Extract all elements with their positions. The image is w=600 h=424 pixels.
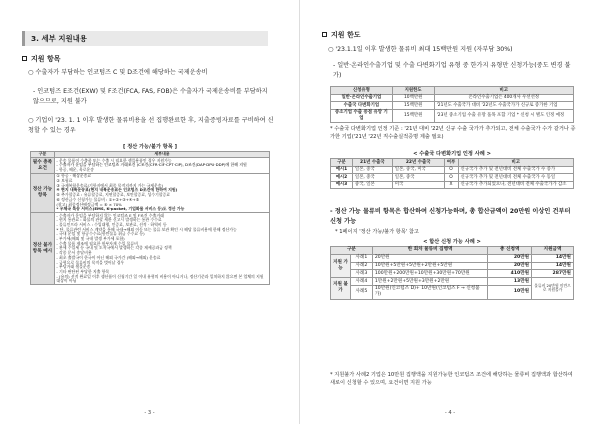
payable-label: 정산 가능항목 (31, 174, 55, 213)
ex-cell: 10만원+5만원+5만원+2만원+5만원 (372, 262, 487, 270)
payable-row: ④ 현지 내륙운송료(현지 내륙운송료는 인코텀즈 D조건에 한하여 지원) (56, 187, 178, 193)
div-cell: 일본, 중국 (352, 174, 392, 182)
section-title: 3. 세부 지원내용 (22, 31, 268, 46)
type-cell: '21년도 수출국가 대비 '22년도 수출국가가 신규로 증가한 기업 (434, 102, 573, 110)
div-cell: 일본, 중국 (352, 166, 392, 174)
div-cell: 신규국가 추가 및 전년대비 전체 수출국가 수 증가 (458, 166, 573, 174)
ex-cell: 사례5 (350, 285, 372, 299)
type-cell: 수출국 다변화기업 (331, 102, 393, 110)
diversify-table (330, 158, 574, 189)
table-head-category: 구분 (31, 152, 55, 158)
diversify-note: * 수출국 다변화기업 인정 기준 : '21년 대비 '22년 신규 수출 국가가 추가되고, 전체 수출국가 수가 같거나 증가한 기업('21년 '22년 직수출실적증명 제출 필요) (330, 126, 576, 140)
ex-cell: 410만원 (488, 270, 532, 278)
nonpayable-row: - 금형으로 물류비의 목적을 벗어날 경우 (56, 259, 125, 265)
diversify-caption: < 수출국 다변화기업 인정 사례 > (413, 151, 491, 157)
type-cell: '23년 중소기업 수출 유망 품목 포함 기업 * 신청 시 별도 인정 예정 (434, 109, 573, 122)
payable-row: ① 항공 · 해상운송료 (56, 173, 92, 179)
div-cell: O (444, 166, 458, 174)
bullet-1: ○ 수출자가 부담하는 인코텀즈 C 및 D조건에 해당하는 국제운송비 (28, 69, 208, 76)
required-row: - 항공, 해운, 육로운송 (56, 167, 95, 172)
nonpayable-row: - 각종 문서 송달비용 (56, 250, 92, 256)
nonpayable-row: - 국내 운임 및 항공수수료(항만물류 취급 수수료 등) (56, 231, 145, 237)
settle-line: - 정산 가능 물류비 항목은 합산하여 신청가능하며, 총 합산금액이 20만원 이상인 건부터 신청 가능 (330, 208, 571, 225)
nonpayable-row: - 부당거래 샘플운송 (56, 264, 91, 270)
bullet-2: ○ 기업이 '23. 1. 1 이후 발생한 물류비용을 선 집행완료한 후, 지출증빙자료를 구비하여 신청할 수 있는 경우 (28, 117, 274, 134)
div-cell: O (444, 174, 458, 182)
div-head: 구분 (331, 159, 353, 167)
payable-row: ② 보험료 (56, 178, 73, 183)
limit-line: ○ '23.1.1일 이후 발생한 물류비 최대 15백만원 지원 (자부담 30%) (328, 46, 513, 53)
table-head-detail: 세부내용 (54, 152, 269, 158)
payable-row: ③ 국제복합운송료(기항지에서 최종 목적지까지 가는 국제운송) (56, 182, 164, 188)
div-cell: 신규국가 추가 및 전년대비 전체 수출국가 수 동일 (458, 174, 573, 182)
ex-cell: 10만원(인코텀즈 D)+ 10만원(인코텀즈 F → 신청불가) (372, 285, 487, 299)
settle-caption: < 합산 신청 가능 사례 > (423, 239, 481, 245)
page-right (300, 0, 600, 424)
type-head: 비고 (434, 87, 573, 95)
div-cell: 신규국가 추가되었으나, 전년대비 전체 수출국가가 감소 (458, 181, 573, 189)
type-cell: 15백만원 (392, 109, 434, 122)
ex-cell: 14만원 (532, 254, 574, 262)
type-head: 신청유형 (331, 87, 393, 95)
div-cell: 예시1 (331, 166, 353, 174)
ex-head: 구분 (331, 247, 373, 255)
ex-head: 지원금액 (532, 247, 574, 255)
square-icon (322, 32, 327, 37)
div-head: 비고 (458, 159, 573, 167)
type-cell: 10백만원 (392, 94, 434, 102)
nonpayable-row: - 관세 수입세 등 국내 및 도착국에서 발생하는 각종 제세공과금 정책 (56, 245, 172, 251)
ex-group: 지원 가능 (331, 254, 351, 277)
settle-example-table (330, 246, 574, 300)
ex-head: 총 신청액 (488, 247, 532, 255)
ex-cell: 20만원 (372, 254, 487, 262)
page-number-right: - 4 - (444, 410, 456, 416)
required-row: - 운송 물품이 수출품 또는 수출 시 필요한 샘플용품인 경우 지원가능 (56, 157, 172, 163)
ex-cell: 물류비 20만원 미만으로 지원불가 (532, 278, 574, 300)
nonpayable-cell (54, 213, 269, 285)
payable-row: (참고) 최종정산배정금액 = ⑥ × 70% (56, 201, 122, 207)
payable-row: ⑥ 정산금수 신청가능 물류비 : ①+②+③+④+⑤ (56, 196, 140, 202)
ex-cell: 10만원 (488, 285, 532, 299)
square-icon (22, 56, 27, 61)
div-cell: 일본, 중국, 미국 (392, 166, 444, 174)
nonpayable-row: - 기타 판단된 부당한 지출 항목 (56, 268, 110, 274)
type-table (330, 86, 574, 123)
div-head: 여부 (444, 159, 458, 167)
ex-cell: 14만원 (532, 262, 574, 270)
payable-row: * 우체국 특송 서비스(EMS, K-packet, 기업화물 서비스 등)도 정산 가능 (56, 206, 185, 212)
ex-cell: 13만원 (488, 278, 532, 286)
ex-cell: 100만원+200만원+10만원+30만원+70만원 (372, 270, 487, 278)
nonpayable-row: - 수출자가 운임을 부담하지 않는 인코텀즈 E 및 F조건 수출거래 (56, 212, 164, 218)
div-cell: X (444, 181, 458, 189)
ex-cell: 사례4 (350, 278, 372, 286)
required-row: - 수출자가 운임을 부담하는 인코텀즈 거래조건 (C조건(CFR·CIF·CPT·CIP), D조건(DAP·DPU·DDP)에 한해 지원 (56, 162, 247, 168)
type-cell: 온라인수출기업은 400개사 우선선정 (434, 94, 573, 102)
ex-cell: 사례2 (350, 262, 372, 270)
ex-head: 한 회차 물류비 집행액 (372, 247, 487, 255)
bullet-1a: - 인코텀즈 E조건(EXW) 및 F조건(FCA, FAS, FOB)은 수출자가 국제운송비를 부담하지 않으므로, 지원 불가 (33, 88, 268, 105)
type-cell: 15백만원 (392, 102, 434, 110)
ex-cell: 사례3 (350, 270, 372, 278)
ex-group: 지원 불가 (331, 278, 351, 300)
payable-row: ⑤ 추가할증료 : 유류할증료, 지연할증료, 보안할증료, 성수기할증료 (56, 192, 171, 198)
div-cell: 미국 (392, 181, 444, 189)
page-number-left: - 3 - (144, 410, 155, 416)
type-head: 지원한도 (392, 87, 434, 95)
nonpayable-label: 정산 불가항목 예시 (31, 213, 55, 285)
type-cell: 중소기업 수출 중점 유망 기업 (331, 109, 393, 122)
limit-sub: - 일반·온라인수출기업 및 수출 다변화기업 유형 중 한가지 유형만 신청가능(중도 변경 불가) (333, 62, 571, 79)
nonpayable-row: - 최초 출발국이 한국이 아닌 해외 국가간 (해외→해외) 운송료 (56, 254, 161, 260)
settle-note: * 1페이지 '정산 가능/불가 항목' 참고 (335, 229, 419, 235)
div-cell: 예시2 (331, 174, 353, 182)
nonpayable-row: * 단, 물류관련 서비스 계약을 통해 국내→해외 이동 또는 물류 보관 확인 시 해당 물류비용에 한해 정산가능 (56, 226, 237, 232)
footnote: * 지원불가 사례2 기업은 10만원 집행액을 지원가능한 인코텀즈 조건에 해당하는 물류비 집행액과 합산하여 새로이 신청할 수 있으며, 요건이면 지원 가능 (330, 372, 573, 386)
support-limit-heading: 지원 한도 (322, 30, 361, 40)
ex-cell: 1만원+2만원+5만원+3만원+2만원 (372, 278, 487, 286)
payable-cell (54, 174, 269, 213)
nonpayable-row: - 부가세(해외 및 국내 발생 부가세 포함) (56, 236, 125, 242)
nonpayable-row: - 현지 통관료 : 화물의 관할 세관 신고시 발생하는 통관 수수료 (56, 217, 162, 223)
div-head: 21년 수출국 (352, 159, 392, 167)
ex-cell: 사례1 (350, 254, 372, 262)
div-cell: 일본, 중국 (392, 174, 444, 182)
required-label: 필수 충족요건 (31, 158, 55, 174)
type-cell: 일반·온라인수출기업 (331, 94, 393, 102)
ex-cell: 20만원 (488, 262, 532, 270)
nonpayable-row: - 물류인프라 서비스 : 수입대행, 인증료, 보관료, 선적 · 하역비 등 (56, 221, 167, 227)
table-title: [ 정산 가능/불가 항목 ] (123, 144, 177, 150)
nonpayable-row: - (유의) 선적 완료일 이후 생산품이 신청기간 일 이내 유형의 비용이 아니거나, 정산기준과 일치하지 않으면 본 업체의 지원 대상이 아님 (56, 273, 264, 284)
support-item-heading: 지원 항목 (22, 54, 61, 64)
nonpayable-row: - 수출 물품 제조에 필요한 원부자재 수입 물류비 (56, 240, 138, 246)
ex-cell: 20만원 (488, 254, 532, 262)
ex-cell: 287만원 (532, 270, 574, 278)
div-head: 22년 수출국 (392, 159, 444, 167)
div-cell: 예시3 (331, 181, 353, 189)
required-cell (54, 158, 269, 174)
eligibility-table (30, 151, 270, 285)
div-cell: 중국, 일본 (352, 181, 392, 189)
